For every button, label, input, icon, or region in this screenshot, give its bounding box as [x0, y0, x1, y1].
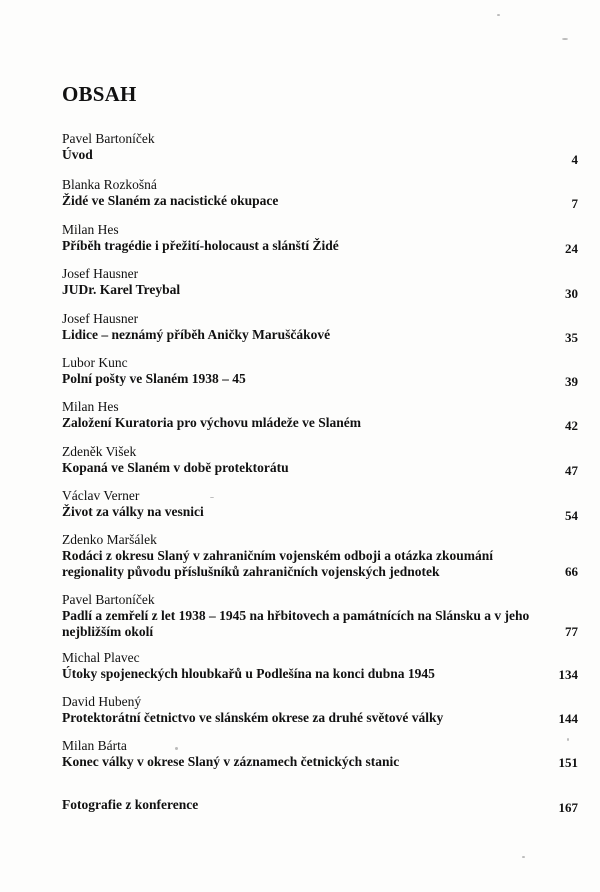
entry-title: Protektorátní četnictvo ve slánském okrese za druhé světové války: [62, 710, 444, 725]
entry-author: Pavel Bartoníček: [62, 131, 155, 146]
entry-page-number: 42: [565, 418, 578, 433]
entry-page-number: 167: [558, 800, 578, 815]
entry-author: Zdenko Maršálek: [62, 532, 157, 547]
toc-entry[interactable]: [62, 488, 578, 523]
entry-title: Příběh tragédie i přežití-holocaust a slánští Židé: [62, 238, 339, 253]
entry-author: Michal Plavec: [62, 650, 140, 665]
entry-title: Konec války v okrese Slaný v záznamech četnických stanic: [62, 754, 400, 769]
toc-entry[interactable]: [62, 650, 578, 682]
entry-title: Život za války na vesnici: [62, 504, 204, 519]
entry-author: David Hubený: [62, 694, 142, 709]
entry-title: Kopaná ve Slaném v době protektorátu: [62, 460, 289, 475]
entry-author: Milan Bárta: [62, 738, 127, 753]
entry-title: Lidice – neznámý příběh Aničky Maruščákové: [62, 327, 331, 342]
entry-page-number: 35: [565, 330, 578, 345]
toc-entry-final[interactable]: [62, 797, 578, 813]
entry-title: Založení Kuratoria pro výchovu mládeže ve Slaném: [62, 415, 361, 430]
scan-speck: [210, 497, 214, 498]
entry-title: JUDr. Karel Treybal: [62, 282, 181, 297]
entry-title: Úvod: [62, 147, 93, 162]
entry-page-number: 47: [565, 463, 578, 478]
entry-title: Polní pošty ve Slaném 1938 – 45: [62, 371, 246, 386]
toc-entry[interactable]: [62, 532, 578, 580]
entry-author: Blanka Rozkošná: [62, 177, 157, 192]
toc-entry[interactable]: [62, 694, 578, 726]
page-title: OBSAH: [62, 82, 137, 106]
entry-author: Milan Hes: [62, 399, 119, 414]
toc-entry[interactable]: [62, 177, 578, 209]
toc-entry[interactable]: [62, 355, 578, 387]
scan-speck: [175, 747, 178, 750]
scan-speck: [567, 738, 569, 741]
toc-entry[interactable]: [62, 222, 578, 254]
entry-author: Lubor Kunc: [62, 355, 128, 370]
entry-author: Pavel Bartoníček: [62, 592, 155, 607]
scan-speck: [562, 38, 568, 40]
scan-speck: [497, 14, 500, 16]
entry-author: Václav Verner: [62, 488, 140, 503]
entry-page-number: 39: [565, 374, 578, 389]
entry-page-number: 24: [565, 241, 578, 256]
entry-title: Rodáci z okresu Slaný v zahraničním vojenském odboji a otázka zkoumání regionality původu příslušníků zahraničních vojenských jednotek: [62, 548, 494, 579]
toc-entry[interactable]: [62, 399, 578, 431]
entry-title: Fotografie z konference: [62, 797, 199, 812]
entry-page-number: 77: [565, 624, 578, 639]
entry-page-number: 151: [558, 755, 578, 770]
toc-entry[interactable]: [62, 131, 578, 167]
entry-page-number: 4: [571, 152, 578, 167]
entry-page-number: 134: [558, 667, 578, 682]
toc-entry[interactable]: [62, 311, 578, 343]
toc-entry[interactable]: [62, 444, 578, 476]
entry-page-number: 144: [558, 711, 578, 726]
entry-author: Josef Hausner: [62, 311, 139, 326]
entry-page-number: 66: [565, 564, 578, 579]
entry-author: Milan Hes: [62, 222, 119, 237]
scan-speck: [522, 856, 525, 858]
entry-page-number: 54: [565, 508, 578, 523]
entry-author: Josef Hausner: [62, 266, 139, 281]
entry-title: Padlí a zemřelí z let 1938 – 1945 na hřbitovech a památnících na Slánsku a v jeho nejbližším okolí: [62, 608, 530, 639]
toc-entry[interactable]: [62, 738, 578, 770]
entry-author: Zdeněk Višek: [62, 444, 137, 459]
entry-title: Útoky spojeneckých hloubkařů u Podlešína na konci dubna 1945: [62, 666, 435, 681]
toc-entry[interactable]: [62, 266, 578, 301]
entry-page-number: 30: [565, 286, 578, 301]
entry-page-number: 7: [571, 196, 578, 211]
entry-title: Židé ve Slaném za nacistické okupace: [62, 193, 279, 208]
toc-entry[interactable]: [62, 592, 578, 640]
